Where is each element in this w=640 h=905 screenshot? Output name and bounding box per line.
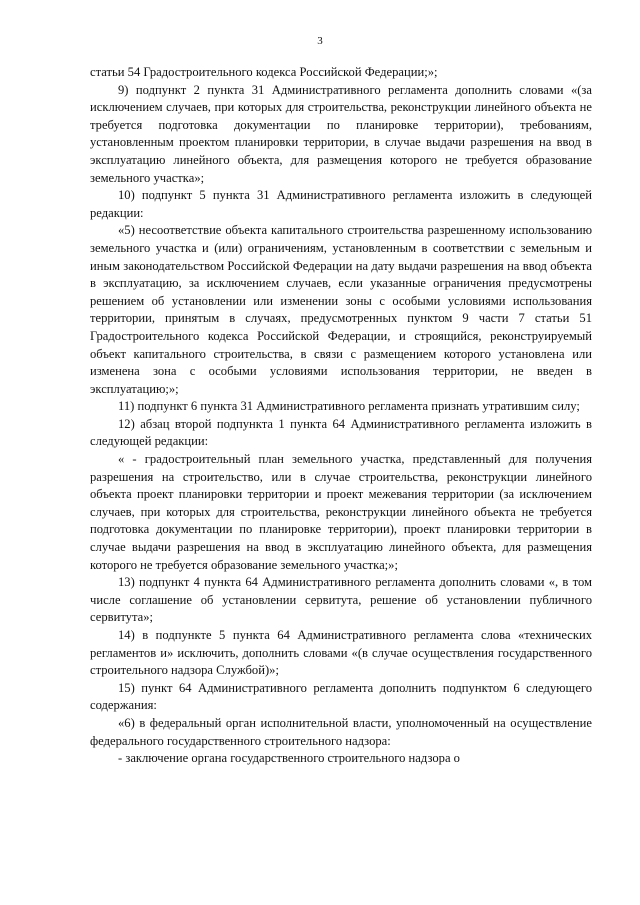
- paragraph-1: статьи 54 Градостроительного кодекса Российской Федерации;»;: [90, 65, 438, 79]
- paragraph-2: 9) подпункт 2 пункта 31 Административного регламента дополнить словами «(за исключением случаев, при которых для строительства, реконструкции линейного объекта не требуется подготовка документации по планировке территории), требованиям, установленным проектом планировки территории, в случае выдачи разрешения на ввод в эксплуатацию линейного объекта, для размещения которого не требуется образование земельного участка»;: [90, 82, 592, 185]
- paragraph-8: 13) подпункт 4 пункта 64 Административного регламента дополнить словами «, в том числе соглашение об установлении сервитута, решение об установлении публичного сервитута»;: [90, 575, 592, 625]
- paragraph-5: 11) подпункт 6 пункта 31 Административного регламента признать утратившим силу;: [118, 399, 580, 414]
- paragraph-6: 12) абзац второй подпункта 1 пункта 64 Административного регламента изложить в следующей редакции:: [90, 416, 592, 449]
- page-number: 3: [317, 35, 323, 47]
- paragraph-10: 15) пункт 64 Административного регламента дополнить подпунктом 6 следующего содержания:: [90, 680, 592, 713]
- paragraph-11: «6) в федеральный орган исполнительной власти, уполномоченный на осуществление федерального государственного строительного надзора:: [90, 715, 592, 748]
- paragraph-12: - заключение органа государственного строительного надзора о: [118, 751, 460, 766]
- paragraph-3: 10) подпункт 5 пункта 31 Административного регламента изложить в следующей редакции:: [90, 188, 592, 220]
- paragraph-7: « - градостроительный план земельного участка, представленный для получения разрешения на строительство, или в случае строительства, реконструкции линейного объекта проект планировки территории и проект межевания территории (за исключением случаев, при которых для строительства, реконструкции линейного объекта не требуется подготовка документации по планировке территории), проект планировки территории в случае выдачи разрешения на ввод в эксплуатацию линейного объекта, для размещения которого не требуется образование земельного участка;»;: [90, 452, 592, 572]
- paragraph-9: 14) в подпункте 5 пункта 64 Административного регламента слова «технических регламентов и» исключить, дополнить словами «(в случае осуществления государственного строительного надзора Службой)»;: [90, 628, 592, 678]
- document-body: [90, 64, 592, 768]
- paragraph-4: «5) несоответствие объекта капитального строительства разрешенному использованию земельного участка и (или) ограничениям, установленным в соответствии с земельным и иным законодательством Российской Федерации на дату выдачи разрешения на ввод объекта в эксплуатацию, за исключением случаев, если указанные ограничения предусмотрены решением об установлении или изменении зоны с особыми условиями использования территории, принятым в случаях, предусмотренных пунктом 9 части 7 статьи 51 Градостроительного кодекса Российской Федерации, и строящийся, реконструируемый объект капитального строительства, в связи с размещением которого установлена или изменена зона с особыми условиями использования территории, не введен в эксплуатацию;»;: [90, 223, 592, 396]
